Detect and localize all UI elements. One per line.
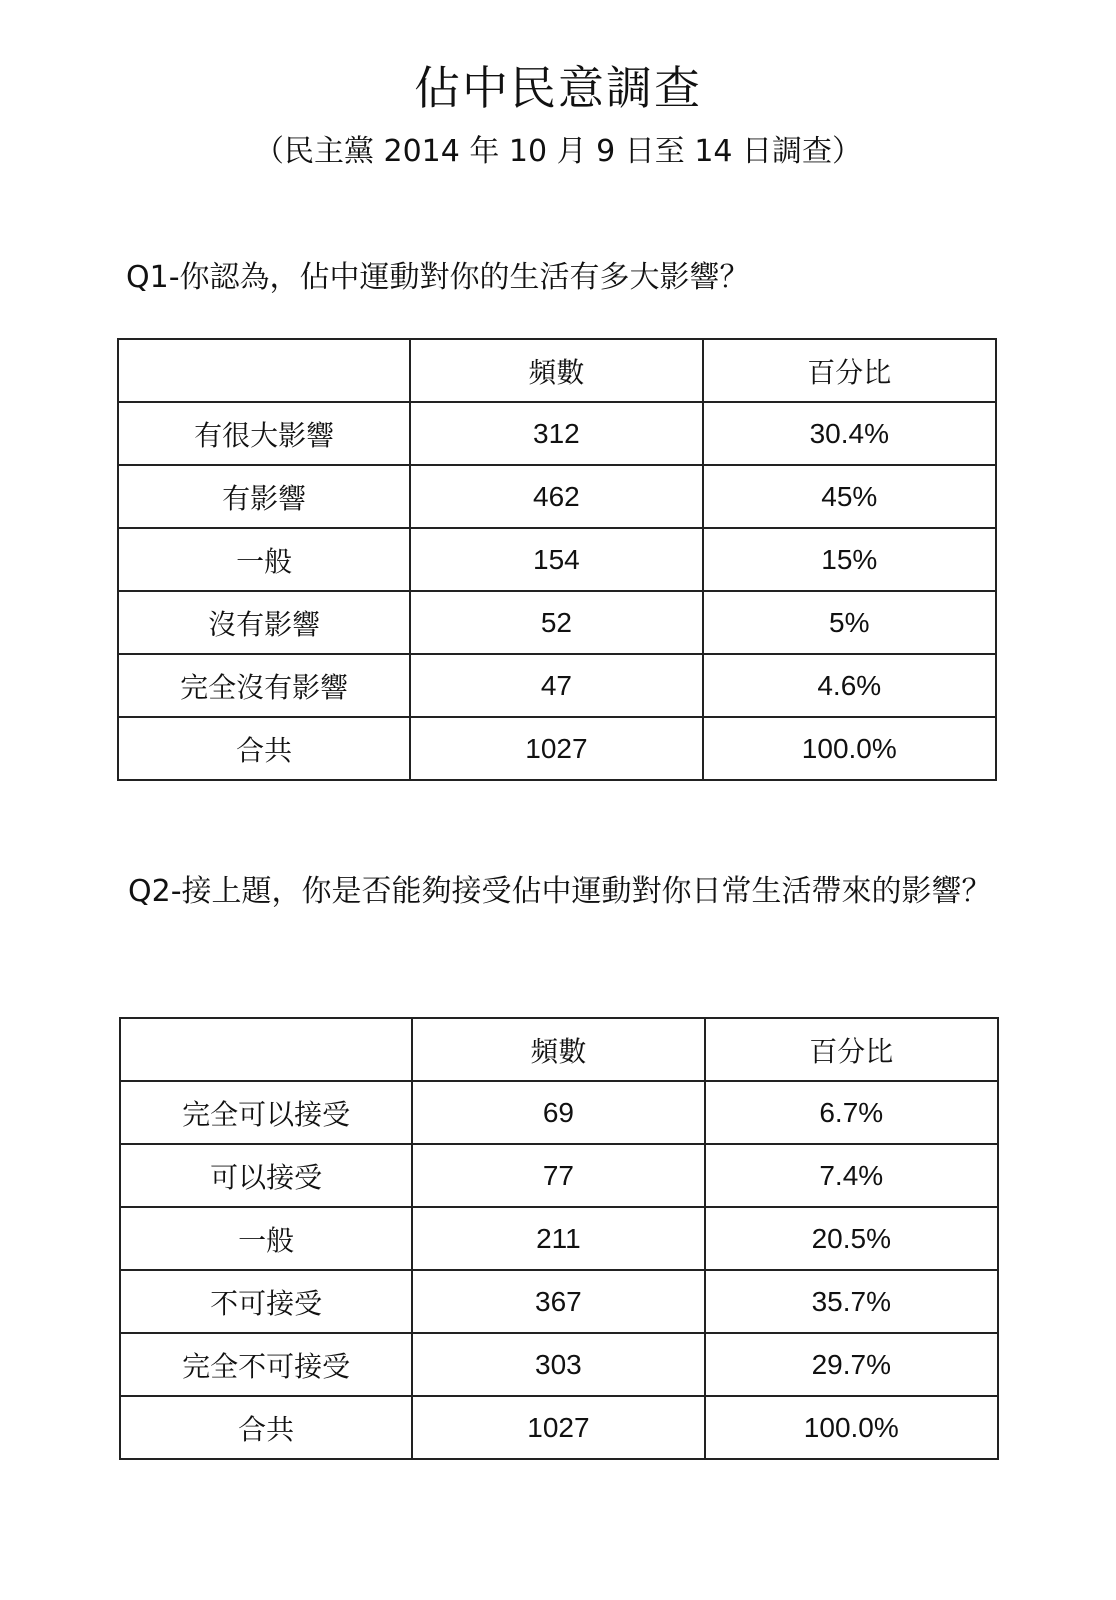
row-count: 312 <box>410 402 702 465</box>
row-label: 合共 <box>120 1396 412 1459</box>
table-row <box>120 1081 998 1144</box>
row-label: 完全不可接受 <box>120 1333 412 1396</box>
row-label: 完全沒有影響 <box>118 654 410 717</box>
row-percent: 4.6% <box>703 654 996 717</box>
row-count: 52 <box>410 591 702 654</box>
row-percent: 15% <box>703 528 996 591</box>
row-count: 1027 <box>410 717 702 780</box>
row-count: 367 <box>412 1270 704 1333</box>
row-percent: 100.0% <box>705 1396 998 1459</box>
question-2-table <box>119 1017 999 1460</box>
row-percent: 7.4% <box>705 1144 998 1207</box>
table-row <box>118 528 996 591</box>
table-row <box>118 402 996 465</box>
row-percent: 20.5% <box>705 1207 998 1270</box>
row-count: 1027 <box>412 1396 704 1459</box>
row-percent: 29.7% <box>705 1333 998 1396</box>
row-percent: 100.0% <box>703 717 996 780</box>
table-row <box>120 1144 998 1207</box>
row-percent: 30.4% <box>703 402 996 465</box>
row-count: 462 <box>410 465 702 528</box>
header-cell-blank <box>120 1018 412 1081</box>
row-percent: 45% <box>703 465 996 528</box>
question-1-table <box>117 338 997 781</box>
table-row <box>118 654 996 717</box>
header-cell-percent: 百分比 <box>703 339 996 402</box>
row-label: 完全可以接受 <box>120 1081 412 1144</box>
table-total-row <box>118 717 996 780</box>
row-percent: 35.7% <box>705 1270 998 1333</box>
header-cell-percent: 百分比 <box>705 1018 998 1081</box>
row-label: 有很大影響 <box>118 402 410 465</box>
table-row <box>120 1270 998 1333</box>
row-count: 211 <box>412 1207 704 1270</box>
row-label: 不可接受 <box>120 1270 412 1333</box>
table-row <box>118 465 996 528</box>
question-1-text: Q1-你認為，佔中運動對你的生活有多大影響？ <box>126 260 750 295</box>
header-cell-blank <box>118 339 410 402</box>
document-title: 佔中民意調查 <box>414 61 702 115</box>
row-label: 合共 <box>118 717 410 780</box>
table-header-row <box>120 1018 998 1081</box>
row-count: 47 <box>410 654 702 717</box>
row-percent: 6.7% <box>705 1081 998 1144</box>
header-cell-count: 頻數 <box>410 339 702 402</box>
table-header-row <box>118 339 996 402</box>
table-row <box>120 1333 998 1396</box>
row-label: 一般 <box>120 1207 412 1270</box>
question-2-text: Q2-接上題，你是否能夠接受佔中運動對你日常生活帶來的影響？ <box>128 874 992 909</box>
table-row <box>120 1207 998 1270</box>
table-total-row <box>120 1396 998 1459</box>
table-row <box>118 591 996 654</box>
row-percent: 5% <box>703 591 996 654</box>
document-subtitle: （民主黨 2014 年 10 月 9 日至 14 日調查） <box>253 134 863 169</box>
row-count: 69 <box>412 1081 704 1144</box>
row-count: 77 <box>412 1144 704 1207</box>
row-label: 可以接受 <box>120 1144 412 1207</box>
header-cell-count: 頻數 <box>412 1018 704 1081</box>
row-label: 一般 <box>118 528 410 591</box>
row-label: 有影響 <box>118 465 410 528</box>
row-label: 沒有影響 <box>118 591 410 654</box>
row-count: 303 <box>412 1333 704 1396</box>
row-count: 154 <box>410 528 702 591</box>
